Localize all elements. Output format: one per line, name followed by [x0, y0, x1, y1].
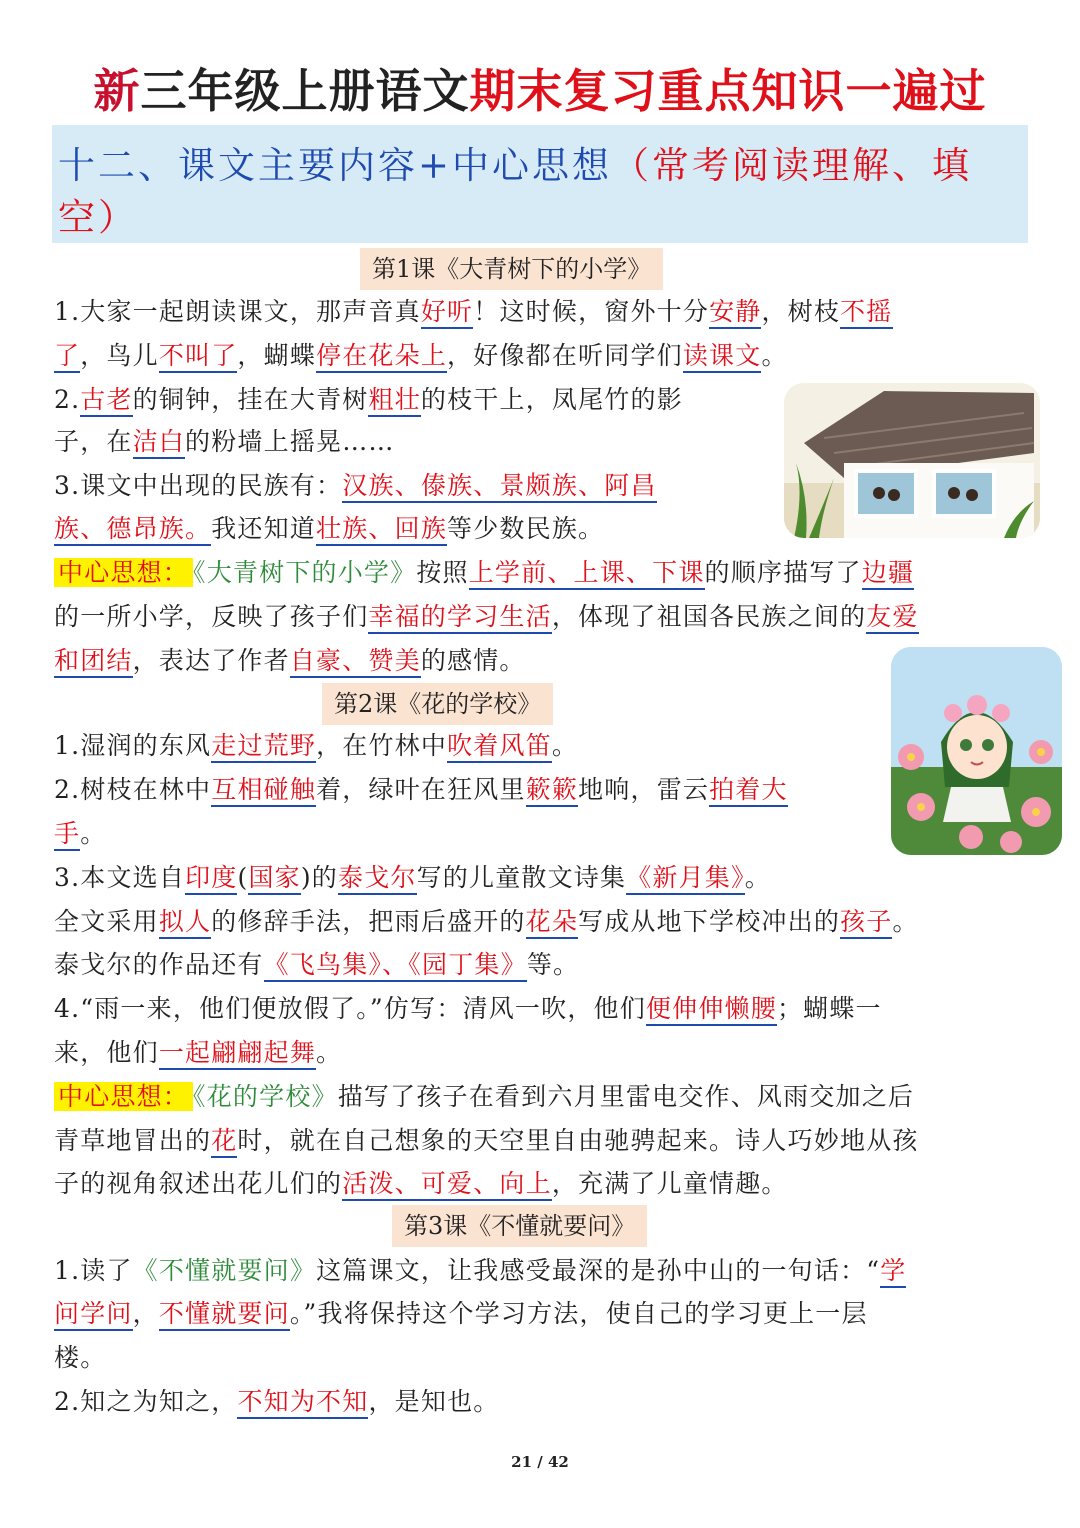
lesson-1-line-6: 族、德昂族。我还知道壮族、回族等少数民族。 [54, 507, 604, 551]
lesson-1-line-3: 2.古老的铜钟，挂在大青树粗壮的枝干上，凤尾竹的影 [54, 378, 683, 422]
flower-girl-illustration [891, 647, 1062, 855]
section-heading: 十二、课文主要内容+中心思想（常考阅读理解、填 空） [52, 125, 1028, 243]
lesson-1-line-2: 了，鸟儿不叫了，蝴蝶停在花朵上，好像都在听同学们读课文。 [54, 334, 788, 378]
lesson-3-heading: 第3课《不懂就要问》 [392, 1205, 647, 1247]
lesson-1-line-5: 3.课文中出现的民族有：汉族、傣族、景颇族、阿昌 [54, 464, 657, 508]
school-illustration [784, 383, 1040, 538]
lesson-1-line-4: 子，在洁白的粉墙上摇晃…… [54, 420, 395, 464]
lesson-2-central-idea-2: 青草地冒出的花时，就在自己想象的天空里自由驰骋起来。诗人巧妙地从孩 [54, 1119, 919, 1163]
lesson-2-line-4: 3.本文选自印度(国家)的泰戈尔写的儿童散文诗集《新月集》。 [54, 856, 771, 900]
lesson-2-central-idea-1: 中心思想： 《花的学校》描写了孩子在看到六月里雷电交作、风雨交加之后 [54, 1075, 914, 1119]
lesson-1-central-idea-1: 中心思想： 《大青树下的小学》按照上学前、上课、下课的顺序描写了边疆 [54, 551, 914, 595]
lesson-3-line-3: 楼。 [54, 1343, 107, 1372]
lesson-1-central-idea-2: 的一所小学，反映了孩子们幸福的学习生活，体现了祖国各民族之间的友爱 [54, 595, 919, 639]
lesson-3-line-2: 问学问，不懂就要问。”我将保持这个学习方法，使自己的学习更上一层 [54, 1292, 868, 1336]
lesson-2-line-2: 2.树枝在林中互相碰触着，绿叶在狂风里簌簌地响，雷云拍着大 [54, 768, 788, 812]
lesson-1-central-idea-3: 和团结，表达了作者自豪、赞美的感情。 [54, 639, 526, 683]
lesson-2-line-7: 4.“雨一来，他们便放假了。”仿写：清风一吹，他们便伸伸懒腰；蝴蝶一 [54, 987, 882, 1031]
lesson-3-line-1: 1.读了《不懂就要问》这篇课文，让我感受最深的是孙中山的一句话：“学 [54, 1249, 906, 1293]
page-number: 21 / 42 [511, 1453, 569, 1471]
lesson-2-line-6: 泰戈尔的作品还有《飞鸟集》、《园丁集》等。 [54, 943, 579, 987]
lesson-2-heading: 第2课《花的学校》 [322, 683, 553, 725]
lesson-2-line-5: 全文采用拟人的修辞手法，把雨后盛开的花朵写成从地下学校冲出的孩子。 [54, 900, 919, 944]
lesson-2-line-3: 手。 [54, 812, 106, 856]
page-title: 新三年级上册语文期末复习重点知识一遍过 [93, 64, 987, 118]
lesson-2-line-1: 1.湿润的东风走过荒野，在竹林中吹着风笛。 [54, 724, 578, 768]
lesson-1-heading: 第1课《大青树下的小学》 [360, 248, 663, 290]
lesson-2-line-8: 来，他们一起翩翩起舞。 [54, 1031, 342, 1075]
lesson-2-central-idea-3: 子的视角叙述出花儿们的活泼、可爱、向上，充满了儿童情趣。 [54, 1162, 788, 1206]
lesson-1-line-1: 1.大家一起朗读课文，那声音真好听！这时候，窗外十分安静，树枝不摇 [54, 290, 893, 334]
lesson-3-line-4: 2.知之为知之，不知为不知，是知也。 [54, 1380, 499, 1424]
